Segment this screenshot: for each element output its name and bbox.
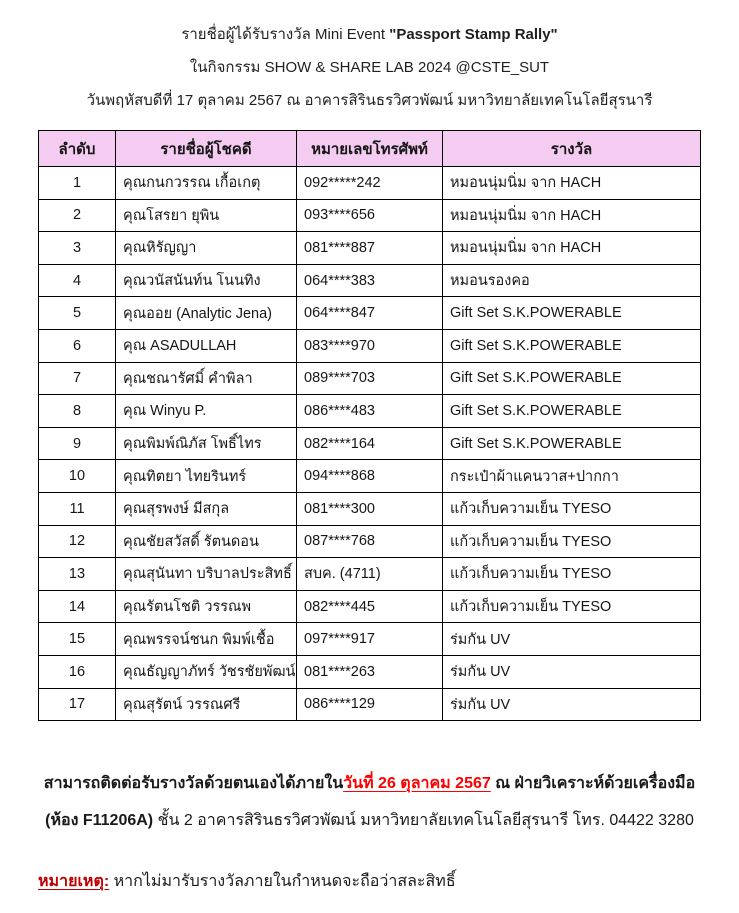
cell-name: คุณพรรจน์ชนก พิมพ์เชื้อ [116,623,297,656]
cell-name: คุณธัญญาภัทร์ วัชรชัยพัฒน์ [116,655,297,688]
title-line-3: วันพฤหัสบดีที่ 17 ตุลาคม 2567 ณ อาคารสิรินธรวิศวพัฒน์ มหาวิทยาลัยเทคโนโลยีสุรนารี [86,92,653,109]
title-line-2: ในกิจกรรม SHOW & SHARE LAB 2024 @CSTE_SUT [189,59,550,76]
cell-name: คุณพิมพ์ณิภัส โพธิ์ไทร [116,427,297,460]
table-row [39,655,701,688]
cell-name: คุณสุรพงษ์ มีสกุล [116,492,297,525]
header-row [39,131,701,167]
pickup-instruction-line [0,765,739,802]
table-row [39,590,701,623]
note-block [38,869,739,894]
cell-phone: 093****656 [297,199,443,232]
note-text: หากไม่มารับรางวัลภายในกำหนดจะถือว่าสละสิทธิ์ [109,873,456,891]
cell-prize: หมอนรองคอ [443,264,701,297]
cell-name: คุณชณารัศมิ์ คำพิลา [116,362,297,395]
cell-phone: 094****868 [297,460,443,493]
cell-no: 5 [39,297,116,330]
cell-phone: 081****300 [297,492,443,525]
table-row [39,297,701,330]
header-name: รายชื่อผู้โชคดี [116,131,297,167]
cell-phone: 097****917 [297,623,443,656]
pickup-location-line [0,802,739,839]
table-row [39,558,701,591]
pickup-instruction-prefix: สามารถติดต่อรับรางวัลด้วยตนเองได้ภายใน [43,775,344,793]
pickup-instruction-suffix: ณ ฝ่ายวิเคราะห์ด้วยเครื่องมือ [490,775,696,793]
footer-block [0,765,739,839]
cell-phone: 064****383 [297,264,443,297]
cell-phone: 081****887 [297,232,443,265]
cell-name: คุณชัยสวัสดิ์ รัตนดอน [116,525,297,558]
cell-prize: Gift Set S.K.POWERABLE [443,297,701,330]
cell-prize: Gift Set S.K.POWERABLE [443,427,701,460]
header-prize: รางวัล [443,131,701,167]
cell-prize: ร่มกัน UV [443,655,701,688]
cell-prize: แก้วเก็บความเย็น TYESO [443,492,701,525]
cell-prize: ร่มกัน UV [443,688,701,721]
cell-name: คุณทิตยา ไทยรินทร์ [116,460,297,493]
cell-no: 2 [39,199,116,232]
table-row [39,395,701,428]
header-no: ลำดับ [39,131,116,167]
cell-prize: หมอนนุ่มนิ่ม จาก HACH [443,199,701,232]
cell-prize: แก้วเก็บความเย็น TYESO [443,590,701,623]
cell-prize: Gift Set S.K.POWERABLE [443,329,701,362]
table-row [39,460,701,493]
table-body [39,167,701,721]
cell-phone: 087****768 [297,525,443,558]
table-row [39,329,701,362]
cell-name: คุณหิรัญญา [116,232,297,265]
title-line-1-prefix: รายชื่อผู้ได้รับรางวัล Mini Event [181,26,390,43]
table-row [39,623,701,656]
pickup-location-rest: ชั้น 2 อาคารสิรินธรวิศวพัฒน์ มหาวิทยาลัยเทคโนโลยีสุรนารี โทร. 04422 3280 [153,812,694,830]
table-row [39,525,701,558]
cell-phone: 081****263 [297,655,443,688]
table-row [39,167,701,200]
cell-phone: 089****703 [297,362,443,395]
table-header [39,131,701,167]
cell-no: 16 [39,655,116,688]
cell-phone: 082****164 [297,427,443,460]
cell-name: คุณสุรัตน์ วรรณศรี [116,688,297,721]
cell-prize: หมอนนุ่มนิ่ม จาก HACH [443,167,701,200]
cell-no: 13 [39,558,116,591]
cell-no: 1 [39,167,116,200]
cell-name: คุณโสรยา ยุพิน [116,199,297,232]
cell-phone: 082****445 [297,590,443,623]
room-number: (ห้อง F11206A) [45,812,154,830]
cell-no: 12 [39,525,116,558]
cell-no: 11 [39,492,116,525]
cell-no: 7 [39,362,116,395]
table-row [39,232,701,265]
cell-prize: กระเป๋าผ้าแคนวาส+ปากกา [443,460,701,493]
prize-winners-table [38,130,701,721]
cell-prize: Gift Set S.K.POWERABLE [443,395,701,428]
cell-name: คุณวนัสนันท์น โนนทิง [116,264,297,297]
cell-no: 8 [39,395,116,428]
cell-prize: Gift Set S.K.POWERABLE [443,362,701,395]
cell-no: 3 [39,232,116,265]
cell-name: คุณรัตนโชติ วรรณพ [116,590,297,623]
cell-prize: แก้วเก็บความเย็น TYESO [443,525,701,558]
cell-no: 9 [39,427,116,460]
cell-phone: 086****483 [297,395,443,428]
table-row [39,427,701,460]
table-row [39,688,701,721]
note-label: หมายเหตุ: [38,873,110,891]
title-block [0,18,739,117]
title-line-1-event-name: "Passport Stamp Rally" [389,26,558,43]
header-phone: หมายเลขโทรศัพท์ [297,131,443,167]
cell-phone: สบค. (4711) [297,558,443,591]
table-row [39,362,701,395]
cell-prize: หมอนนุ่มนิ่ม จาก HACH [443,232,701,265]
cell-phone: 064****847 [297,297,443,330]
cell-no: 17 [39,688,116,721]
cell-name: คุณ Winyu P. [116,395,297,428]
cell-name: คุณออย (Analytic Jena) [116,297,297,330]
cell-name: คุณ ASADULLAH [116,329,297,362]
cell-prize: ร่มกัน UV [443,623,701,656]
cell-phone: 086****129 [297,688,443,721]
cell-no: 15 [39,623,116,656]
title-line-1 [0,18,739,51]
cell-no: 14 [39,590,116,623]
table-row [39,199,701,232]
table-row [39,492,701,525]
cell-no: 4 [39,264,116,297]
cell-name: คุณสุนันทา บริบาลประสิทธิ์ [116,558,297,591]
cell-phone: 092*****242 [297,167,443,200]
pickup-deadline-date: วันที่ 26 ตุลาคม 2567 [343,775,491,793]
cell-prize: แก้วเก็บความเย็น TYESO [443,558,701,591]
cell-name: คุณกนกวรรณ เกื้อเกตุ [116,167,297,200]
table-row [39,264,701,297]
cell-no: 10 [39,460,116,493]
cell-phone: 083****970 [297,329,443,362]
cell-no: 6 [39,329,116,362]
